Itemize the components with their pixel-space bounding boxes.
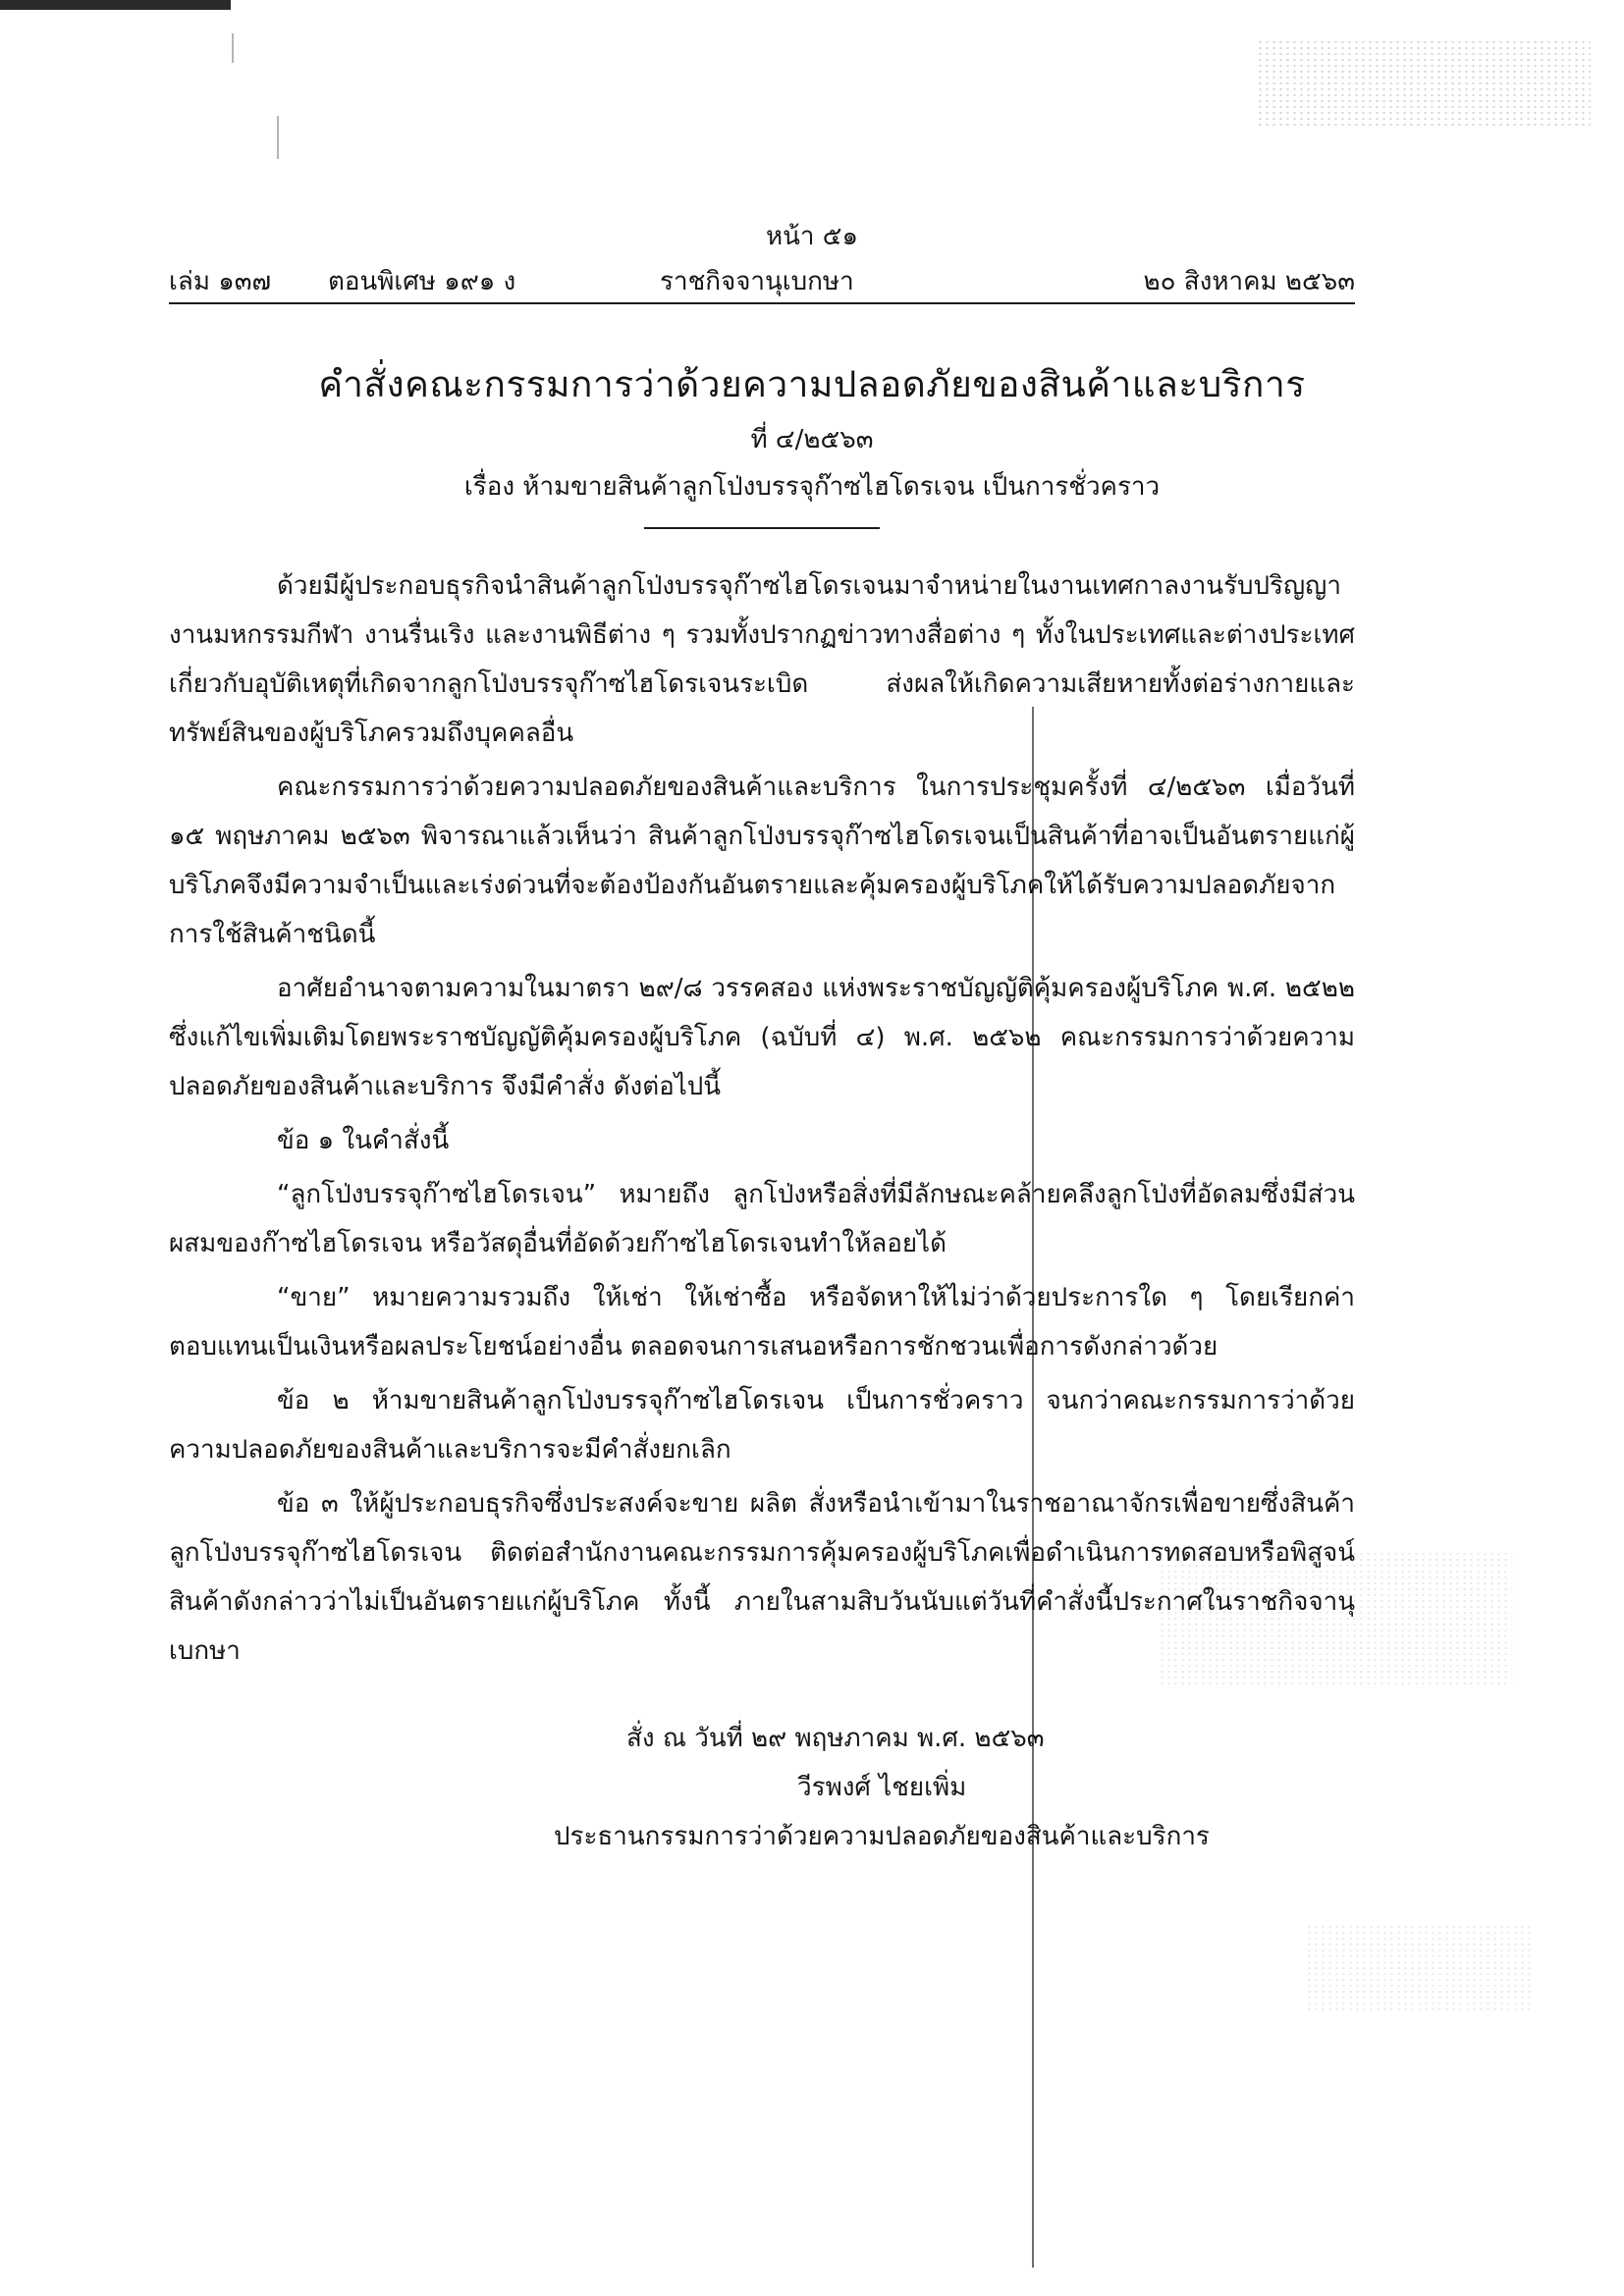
title-divider xyxy=(644,527,880,529)
clause-3: ข้อ ๓ ให้ผู้ประกอบธุรกิจซึ่งประสงค์จะขาย ผลิต สั่งหรือนำเข้ามาในราชอาณาจักรเพื่อขายซึ่งสินค้าลูกโป่งบรรจุก๊าซไฮโดรเจน ติดต่อสำนักงานคณะกรรมการคุ้มครองผู้บริโภคเพื่อดำเนินการทดสอบหรือพิสูจน์สินค้าดังกล่าวว่าไม่เป็นอันตรายแก่ผู้บริโภค ทั้งนี้ ภายในสามสิบวันนับแต่วันที่คำสั่งนี้ประกาศในราชกิจจานุเบกษา xyxy=(169,1489,1355,1666)
volume-number: เล่ม ๑๓๗ xyxy=(169,267,272,296)
paragraph-committee-finding: คณะกรรมการว่าด้วยความปลอดภัยของสินค้าและบริการ ในการประชุมครั้งที่ ๔/๒๕๖๓ เมื่อวันที่ ๑๕ พฤษภาคม ๒๕๖๓ พิจารณาแล้วเห็นว่า สินค้าลูกโป่งบรรจุก๊าซไฮโดรเจนเป็นสินค้าที่อาจเป็นอันตรายแก่ผู้บริโภคจึงมีความจำเป็นและเร่งด่วนที่จะต้องป้องกันอันตรายและคุ้มครองผู้บริโภคให้ได้รับความปลอดภัยจากการใช้สินค้าชนิดนี้ xyxy=(169,773,1355,949)
gazette-header xyxy=(169,261,1355,296)
definition-sell: “ขาย” หมายความรวมถึง ให้เช่า ให้เช่าซื้อ หรือจัดหาให้ไม่ว่าด้วยประการใด ๆ โดยเรียกค่าตอบแทนเป็นเงินหรือผลประโยชน์อย่างอื่น ตลอดจนการเสนอหรือการชักชวนเพื่อการดังกล่าวด้วย xyxy=(169,1283,1355,1362)
issue-number: ตอนพิเศษ ๑๙๑ ง xyxy=(328,267,516,296)
scan-noise xyxy=(1306,1924,1532,2012)
signature-date: สั่ง ณ วันที่ ๒๙ พฤษภาคม พ.ศ. ๒๕๖๓ xyxy=(626,1724,1045,1753)
signatory-position: ประธานกรรมการว่าด้วยความปลอดภัยของสินค้าและบริการ xyxy=(554,1822,1210,1851)
paragraph-legal-authority: อาศัยอำนาจตามความในมาตรา ๒๙/๘ วรรคสอง แห่งพระราชบัญญัติคุ้มครองผู้บริโภค พ.ศ. ๒๕๒๒ ซึ่งแก้ไขเพิ่มเติมโดยพระราชบัญญัติคุ้มครองผู้บริโภค (ฉบับที่ ๔) พ.ศ. ๒๕๖๒ คณะกรรมการว่าด้วยความปลอดภัยของสินค้าและบริการ จึงมีคำสั่ง ดังต่อไปนี้ xyxy=(169,974,1355,1101)
clause-2: ข้อ ๒ ห้ามขายสินค้าลูกโป่งบรรจุก๊าซไฮโดรเจน เป็นการชั่วคราว จนกว่าคณะกรรมการว่าด้วยความปลอดภัยของสินค้าและบริการจะมีคำสั่งยกเลิก xyxy=(169,1386,1355,1465)
scan-mark xyxy=(277,116,279,159)
order-number: ที่ ๔/๒๕๖๓ xyxy=(750,425,874,454)
paragraph-background: ด้วยมีผู้ประกอบธุรกิจนำสินค้าลูกโป่งบรรจุก๊าซไฮโดรเจนมาจำหน่ายในงานเทศกาลงานรับปริญญา งานมหกรรมกีฬา งานรื่นเริง และงานพิธีต่าง ๆ รวมทั้งปรากฏข่าวทางสื่อต่าง ๆ ทั้งในประเทศและต่างประเทศเกี่ยวกับอุบัติเหตุที่เกิดจากลูกโป่งบรรจุก๊าซไฮโดรเจนระเบิด ส่งผลให้เกิดความเสียหายทั้งต่อร่างกายและทรัพย์สินของผู้บริโภครวมถึงบุคคลอื่น xyxy=(169,571,1355,748)
clause-1-heading: ข้อ ๑ ในคำสั่งนี้ xyxy=(277,1126,450,1155)
publication-date: ๒๐ สิงหาคม ๒๕๖๓ xyxy=(1143,267,1355,296)
signatory-name: วีรพงศ์ ไชยเพิ่ม xyxy=(797,1773,967,1802)
page-number: หน้า ๕๑ xyxy=(766,222,858,251)
scan-edge-artifact xyxy=(0,0,231,10)
signature-block xyxy=(511,1714,1355,1861)
definition-hydrogen-balloon: “ลูกโป่งบรรจุก๊าซไฮโดรเจน” หมายถึง ลูกโป่งหรือสิ่งที่มีลักษณะคล้ายคลึงลูกโป่งที่อัดลมซึ่งมีส่วนผสมของก๊าซไฮโดรเจน หรือวัสดุอื่นที่อัดด้วยก๊าซไฮโดรเจนทำให้ลอยได้ xyxy=(169,1180,1355,1258)
document-title: คำสั่งคณะกรรมการว่าด้วยความปลอดภัยของสินค้าและบริการ xyxy=(318,363,1306,405)
document-body xyxy=(169,561,1355,1681)
header-divider xyxy=(169,302,1355,304)
scan-noise xyxy=(1257,39,1591,128)
gazette-name: ราชกิจจานุเบกษา xyxy=(660,267,854,296)
scan-mark xyxy=(232,33,234,63)
document-subject: เรื่อง ห้ามขายสินค้าลูกโป่งบรรจุก๊าซไฮโดรเจน เป็นการชั่วคราว xyxy=(463,472,1161,502)
